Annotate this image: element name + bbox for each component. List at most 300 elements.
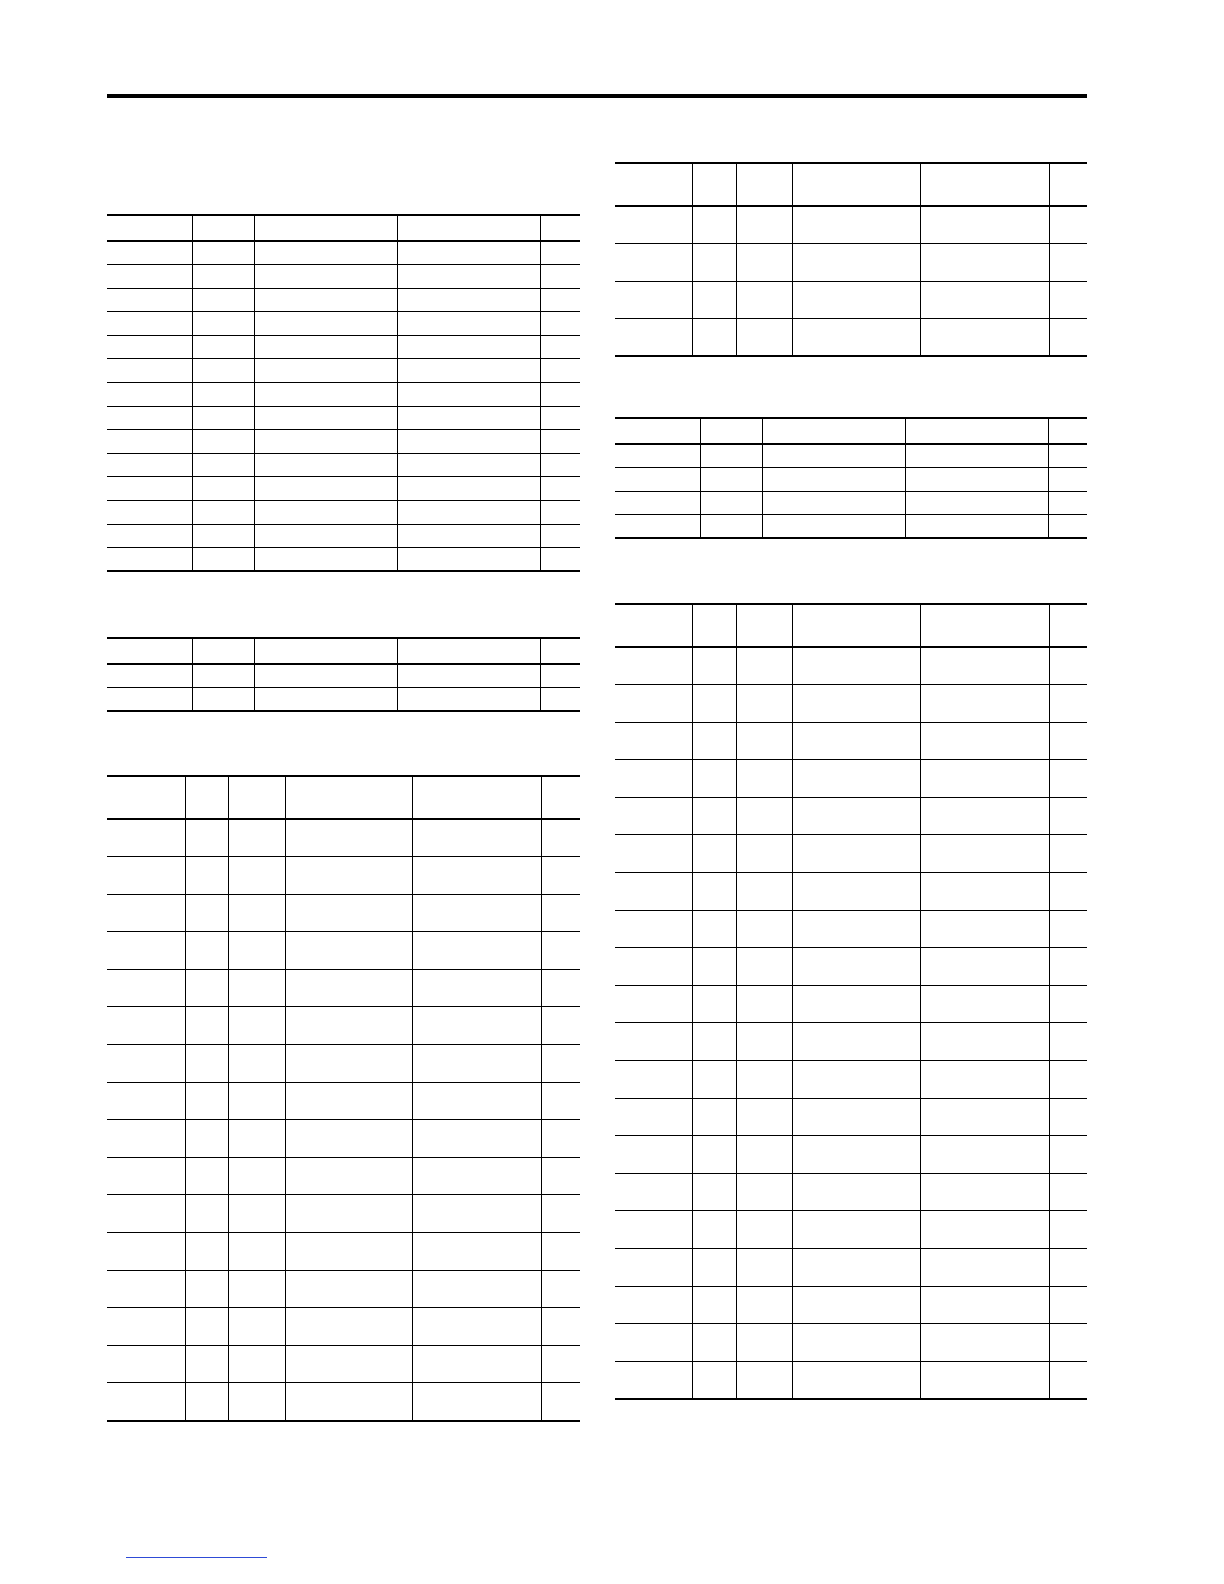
table-cell: [185, 1345, 228, 1383]
table-cell: [615, 985, 692, 1023]
table-row: [107, 265, 580, 289]
table-cell: [692, 910, 736, 948]
table-cell: [1049, 910, 1087, 948]
table-cell: [920, 1061, 1049, 1099]
table-cell: [540, 548, 580, 572]
table-cell: [736, 647, 792, 685]
table-cell: [692, 1249, 736, 1287]
table-cell: [700, 468, 762, 492]
column-header: [615, 163, 692, 206]
column-header: [920, 163, 1049, 206]
table-cell: [107, 969, 185, 1007]
column-header: [107, 638, 192, 664]
table-cell: [285, 1233, 412, 1271]
table-cell: [905, 468, 1048, 492]
table-cell: [107, 406, 192, 430]
column-header: [615, 604, 692, 647]
table-cell: [192, 524, 254, 548]
table-row: [615, 948, 1087, 986]
table-cell: [107, 1345, 185, 1383]
table-cell: [540, 383, 580, 407]
table-cell: [615, 468, 700, 492]
table-row: [615, 760, 1087, 798]
table-cell: [285, 1270, 412, 1308]
table-cell: [692, 1023, 736, 1061]
table-cell: [412, 1345, 541, 1383]
table-cell: [228, 1233, 285, 1271]
table-row: [107, 1157, 580, 1195]
table-cell: [792, 797, 920, 835]
table-cell: [1049, 206, 1087, 244]
table-cell: [1049, 1098, 1087, 1136]
table-cell: [736, 685, 792, 723]
table-cell: [736, 281, 792, 319]
table-row: [107, 969, 580, 1007]
table-cell: [228, 894, 285, 932]
table-cell: [920, 1098, 1049, 1136]
table-cell: [285, 1082, 412, 1120]
table-cell: [192, 664, 254, 688]
table-cell: [736, 1098, 792, 1136]
table-cell: [692, 722, 736, 760]
table-cell: [254, 501, 397, 525]
table-row: [615, 515, 1087, 539]
table-cell: [540, 477, 580, 501]
table-cell: [228, 857, 285, 895]
table-cell: [185, 1120, 228, 1158]
column-header: [736, 163, 792, 206]
table-row: [107, 1383, 580, 1421]
table-cell: [692, 1361, 736, 1399]
table-cell: [185, 1233, 228, 1271]
table-cell: [540, 359, 580, 383]
table-cell: [615, 1023, 692, 1061]
table-cell: [285, 1195, 412, 1233]
table-row: [107, 1270, 580, 1308]
table-cell: [185, 1270, 228, 1308]
table-cell: [107, 453, 192, 477]
table-cell: [412, 1270, 541, 1308]
table-cell: [412, 1233, 541, 1271]
table-cell: [540, 664, 580, 688]
table-cell: [736, 985, 792, 1023]
table-cell: [1049, 1361, 1087, 1399]
table-row: [107, 288, 580, 312]
table-cell: [228, 1007, 285, 1045]
table-cell: [792, 948, 920, 986]
column-header: [700, 418, 762, 444]
table-cell: [228, 1045, 285, 1083]
table-row: [107, 312, 580, 336]
table-cell: [920, 722, 1049, 760]
table-row: [615, 468, 1087, 492]
table-cell: [107, 1120, 185, 1158]
table-row: [107, 857, 580, 895]
table-cell: [736, 1286, 792, 1324]
table-cell: [615, 281, 692, 319]
table-row: [107, 406, 580, 430]
table-cell: [192, 241, 254, 265]
table-cell: [285, 857, 412, 895]
data-table: [107, 637, 580, 712]
table-row: [615, 1361, 1087, 1399]
table-row: [615, 244, 1087, 282]
table-cell: [736, 910, 792, 948]
table-cell: [541, 1007, 580, 1045]
table-row: [107, 664, 580, 688]
table-cell: [736, 1249, 792, 1287]
table-cell: [1049, 797, 1087, 835]
table-cell: [541, 1308, 580, 1346]
table-cell: [285, 819, 412, 857]
table-cell: [540, 335, 580, 359]
footer-link-underline[interactable]: [126, 1557, 267, 1558]
table-cell: [285, 1120, 412, 1158]
table-cell: [254, 688, 397, 712]
table-cell: [254, 664, 397, 688]
table-cell: [736, 948, 792, 986]
table-cell: [1049, 985, 1087, 1023]
table-cell: [412, 1120, 541, 1158]
table-cell: [736, 244, 792, 282]
table-row: [615, 685, 1087, 723]
table-cell: [192, 430, 254, 454]
column-header: [615, 418, 700, 444]
table-row: [107, 819, 580, 857]
table-cell: [185, 819, 228, 857]
table-cell: [692, 1324, 736, 1362]
table-cell: [920, 206, 1049, 244]
table-cell: [920, 1249, 1049, 1287]
table-row: [107, 688, 580, 712]
table-cell: [736, 873, 792, 911]
table-cell: [920, 948, 1049, 986]
table-cell: [615, 685, 692, 723]
table-row: [107, 241, 580, 265]
table-cell: [1049, 1249, 1087, 1287]
table-row: [615, 1098, 1087, 1136]
table-cell: [792, 760, 920, 798]
table-cell: [107, 1270, 185, 1308]
column-header: [107, 215, 192, 241]
table-cell: [254, 265, 397, 289]
table-cell: [397, 383, 540, 407]
data-table: [615, 417, 1087, 539]
column-header: [541, 776, 580, 819]
table-cell: [792, 1286, 920, 1324]
table-cell: [692, 319, 736, 357]
table-cell: [107, 1007, 185, 1045]
table-cell: [185, 1383, 228, 1421]
table-row: [107, 894, 580, 932]
table-cell: [397, 312, 540, 336]
table-cell: [692, 1173, 736, 1211]
table-cell: [1049, 1286, 1087, 1324]
column-header: [1049, 604, 1087, 647]
table-cell: [285, 1157, 412, 1195]
column-header: [192, 638, 254, 664]
table-cell: [412, 857, 541, 895]
table-cell: [185, 969, 228, 1007]
table-cell: [792, 1136, 920, 1174]
table-cell: [228, 1308, 285, 1346]
table-cell: [615, 873, 692, 911]
table-row: [615, 910, 1087, 948]
table-row: [615, 1136, 1087, 1174]
column-header: [1048, 418, 1087, 444]
table-row: [615, 1286, 1087, 1324]
column-header: [792, 163, 920, 206]
table-cell: [185, 1308, 228, 1346]
table-cell: [254, 288, 397, 312]
table-cell: [192, 453, 254, 477]
table-cell: [541, 1383, 580, 1421]
table-cell: [412, 1157, 541, 1195]
table-cell: [397, 335, 540, 359]
table-row: [107, 359, 580, 383]
table-cell: [540, 524, 580, 548]
table-cell: [285, 1308, 412, 1346]
table-cell: [615, 722, 692, 760]
table-cell: [107, 932, 185, 970]
table-cell: [615, 1098, 692, 1136]
table-cell: [192, 406, 254, 430]
table-row: [615, 1249, 1087, 1287]
table-cell: [107, 524, 192, 548]
table-cell: [792, 910, 920, 948]
table-cell: [285, 969, 412, 1007]
table-cell: [692, 835, 736, 873]
table-cell: [1049, 1211, 1087, 1249]
table-cell: [412, 1308, 541, 1346]
table-cell: [920, 1324, 1049, 1362]
table-cell: [920, 1023, 1049, 1061]
table-row: [615, 797, 1087, 835]
table-cell: [792, 1061, 920, 1099]
table-cell: [192, 335, 254, 359]
table-cell: [615, 835, 692, 873]
table-cell: [541, 1045, 580, 1083]
table-cell: [541, 1195, 580, 1233]
table-cell: [1048, 491, 1087, 515]
column-header: [254, 215, 397, 241]
table-cell: [700, 444, 762, 468]
table-cell: [192, 383, 254, 407]
table-cell: [285, 1345, 412, 1383]
table-cell: [692, 797, 736, 835]
table-cell: [615, 319, 692, 357]
table-cell: [736, 1361, 792, 1399]
table-cell: [736, 1061, 792, 1099]
table-cell: [107, 1308, 185, 1346]
table-cell: [397, 288, 540, 312]
table-cell: [254, 383, 397, 407]
table-cell: [792, 1023, 920, 1061]
table-cell: [192, 501, 254, 525]
table-cell: [107, 335, 192, 359]
table-cell: [254, 430, 397, 454]
table-cell: [107, 288, 192, 312]
column-header: [905, 418, 1048, 444]
table-cell: [615, 1286, 692, 1324]
table-cell: [1049, 244, 1087, 282]
table-row: [107, 1082, 580, 1120]
table-cell: [762, 468, 905, 492]
table-row: [107, 524, 580, 548]
table-cell: [1049, 1061, 1087, 1099]
table-cell: [107, 819, 185, 857]
column-header: [792, 604, 920, 647]
table-cell: [254, 241, 397, 265]
table-cell: [615, 760, 692, 798]
table-cell: [920, 873, 1049, 911]
table-cell: [920, 1173, 1049, 1211]
table-row: [615, 491, 1087, 515]
table-row: [107, 1233, 580, 1271]
table-cell: [920, 1136, 1049, 1174]
table-cell: [254, 335, 397, 359]
table-cell: [397, 524, 540, 548]
table-cell: [107, 241, 192, 265]
table-cell: [192, 688, 254, 712]
table-cell: [615, 206, 692, 244]
table-cell: [540, 430, 580, 454]
table-row: [615, 647, 1087, 685]
table-cell: [397, 477, 540, 501]
table-cell: [192, 548, 254, 572]
data-table: [107, 775, 580, 1422]
table-cell: [107, 477, 192, 501]
table-cell: [736, 1211, 792, 1249]
table-cell: [615, 515, 700, 539]
table-cell: [285, 894, 412, 932]
table-cell: [412, 1007, 541, 1045]
table-cell: [1049, 760, 1087, 798]
table-cell: [692, 1061, 736, 1099]
data-table: [615, 162, 1087, 357]
table-cell: [541, 969, 580, 1007]
table-cell: [228, 969, 285, 1007]
table-cell: [615, 491, 700, 515]
table-cell: [615, 1324, 692, 1362]
table-cell: [541, 857, 580, 895]
table-cell: [107, 359, 192, 383]
table-cell: [905, 515, 1048, 539]
table-cell: [397, 430, 540, 454]
table-cell: [412, 1195, 541, 1233]
table-cell: [412, 932, 541, 970]
table-cell: [1048, 444, 1087, 468]
column-header: [920, 604, 1049, 647]
table-cell: [615, 1211, 692, 1249]
column-header: [762, 418, 905, 444]
table-cell: [792, 244, 920, 282]
table-row: [615, 1211, 1087, 1249]
table-cell: [540, 406, 580, 430]
table-row: [615, 444, 1087, 468]
table-cell: [692, 244, 736, 282]
table-cell: [692, 873, 736, 911]
table-cell: [692, 647, 736, 685]
table-cell: [700, 491, 762, 515]
table-cell: [920, 319, 1049, 357]
table-cell: [615, 1173, 692, 1211]
column-header: [185, 776, 228, 819]
table-row: [615, 985, 1087, 1023]
table-cell: [920, 985, 1049, 1023]
table-cell: [540, 265, 580, 289]
table-cell: [736, 797, 792, 835]
table-cell: [254, 548, 397, 572]
table-cell: [1049, 1173, 1087, 1211]
table-cell: [615, 647, 692, 685]
table-cell: [397, 241, 540, 265]
table-cell: [185, 932, 228, 970]
table-row: [615, 319, 1087, 357]
table-cell: [107, 894, 185, 932]
table-cell: [1049, 1136, 1087, 1174]
table-cell: [736, 1324, 792, 1362]
table-cell: [736, 722, 792, 760]
column-header: [540, 215, 580, 241]
table-cell: [228, 1345, 285, 1383]
table-cell: [285, 1045, 412, 1083]
table-row: [107, 430, 580, 454]
table-cell: [792, 1361, 920, 1399]
table-row: [615, 1173, 1087, 1211]
column-header: [412, 776, 541, 819]
table-cell: [1049, 948, 1087, 986]
table-cell: [254, 477, 397, 501]
table-cell: [107, 430, 192, 454]
data-table: [107, 214, 580, 572]
table-cell: [905, 491, 1048, 515]
table-cell: [615, 1061, 692, 1099]
table-cell: [1048, 515, 1087, 539]
table-cell: [107, 1383, 185, 1421]
table-cell: [1049, 1324, 1087, 1362]
table-cell: [540, 241, 580, 265]
table-cell: [228, 819, 285, 857]
table-cell: [285, 932, 412, 970]
table-cell: [792, 1098, 920, 1136]
column-header: [692, 163, 736, 206]
table-cell: [228, 1270, 285, 1308]
table-cell: [107, 1233, 185, 1271]
column-header: [228, 776, 285, 819]
table-cell: [736, 206, 792, 244]
column-header: [285, 776, 412, 819]
table-cell: [692, 1211, 736, 1249]
column-header: [107, 776, 185, 819]
table-row: [615, 206, 1087, 244]
table-cell: [185, 1157, 228, 1195]
table-cell: [540, 288, 580, 312]
table-cell: [412, 969, 541, 1007]
table-cell: [736, 1023, 792, 1061]
column-header: [397, 215, 540, 241]
data-table: [615, 603, 1087, 1400]
table-cell: [700, 515, 762, 539]
table-cell: [185, 857, 228, 895]
table-cell: [1049, 281, 1087, 319]
table-cell: [107, 688, 192, 712]
table-cell: [107, 664, 192, 688]
column-header: [397, 638, 540, 664]
header-rule: [107, 94, 1087, 98]
table-cell: [254, 524, 397, 548]
table-cell: [541, 1157, 580, 1195]
